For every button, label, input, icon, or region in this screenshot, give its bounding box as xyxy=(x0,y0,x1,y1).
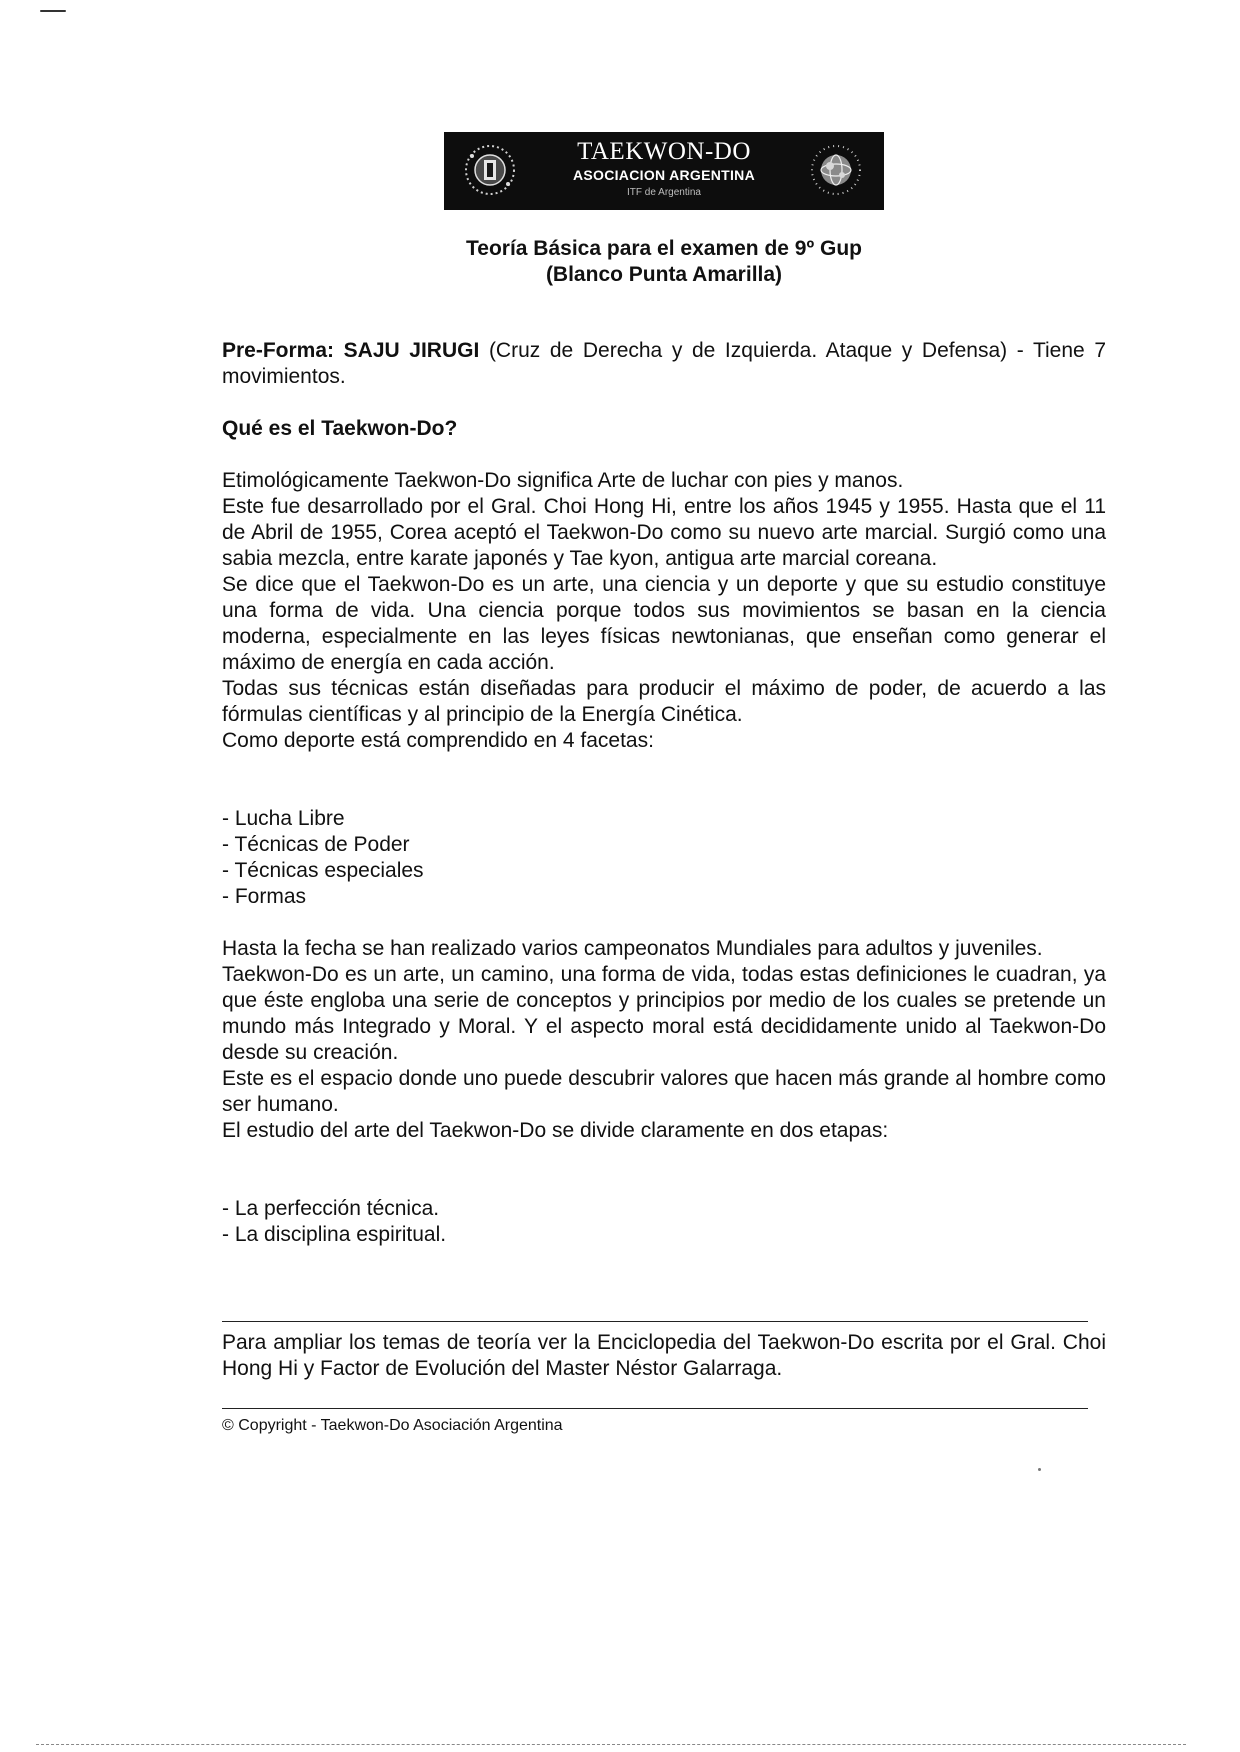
championships-paragraph: Hasta la fecha se han realizado varios campeonatos Mundiales para adultos y juveniles. xyxy=(222,937,1043,960)
globe-emblem-icon xyxy=(808,142,864,198)
section-heading: Qué es el Taekwon-Do? xyxy=(222,417,458,440)
stages-list xyxy=(222,1196,1106,1248)
facets-list xyxy=(222,806,1106,910)
preforma-name: SAJU JIRUGI xyxy=(343,339,480,362)
stages-intro: El estudio del arte del Taekwon-Do se divide claramente en dos etapas: xyxy=(222,1119,889,1142)
list-item: - Técnicas de Poder xyxy=(222,833,410,856)
banner-tagline: ITF de Argentina xyxy=(627,187,701,198)
list-item: - La disciplina espiritual. xyxy=(222,1223,447,1246)
divider xyxy=(222,1321,1088,1322)
header-banner xyxy=(444,132,884,210)
etymology-line: Etimológicamente Taekwon-Do significa Arte de luchar con pies y manos. xyxy=(222,469,904,492)
list-item: - Técnicas especiales xyxy=(222,859,424,882)
taekwondo-seal-icon xyxy=(462,142,518,198)
scan-speck xyxy=(1038,1468,1041,1471)
science-paragraph: Se dice que el Taekwon-Do es un arte, una ciencia y un deporte y que su estudio constituye una forma de vida. Una ciencia porque todos sus movimientos se basan en la ciencia moderna, especialmente en las leyes físicas newtonianas, que enseñan como generar el máximo de energía en cada acción. xyxy=(222,573,1106,674)
techniques-paragraph: Todas sus técnicas están diseñadas para producir el máximo de poder, de acuerdo a las fórmulas científicas y al principio de la Energía Cinética. xyxy=(222,677,1106,726)
values-paragraph: Este es el espacio donde uno puede descubrir valores que hacen más grande al hombre como ser humano. xyxy=(222,1067,1106,1116)
banner-subtitle: ASOCIACION ARGENTINA xyxy=(572,167,756,183)
divider xyxy=(222,1408,1088,1409)
footer-note: Para ampliar los temas de teoría ver la Enciclopedia del Taekwon-Do escrita por el Gral. Choi Hong Hi y Factor de Evolución del Master Néstor Galarraga. xyxy=(222,1331,1106,1380)
document-subtitle: (Blanco Punta Amarilla) xyxy=(545,263,783,286)
list-item: - Formas xyxy=(222,885,306,908)
preforma-paragraph xyxy=(222,338,1106,390)
banner-title: TAEKWON-DO xyxy=(577,138,751,165)
copyright-notice: © Copyright - Taekwon-Do Asociación Argentina xyxy=(222,1417,563,1434)
scan-edge-line xyxy=(36,1744,1186,1745)
facets-intro: Como deporte está comprendido en 4 facetas: xyxy=(222,729,654,752)
list-item: - Lucha Libre xyxy=(222,807,345,830)
scan-mark xyxy=(40,10,66,12)
body-block-1 xyxy=(222,468,1106,754)
history-paragraph: Este fue desarrollado por el Gral. Choi Hong Hi, entre los años 1945 y 1955. Hasta que el 11 de Abril de 1955, Corea aceptó el Taekwon-Do como su nuevo arte marcial. Surgió como una sabia mezcla, entre karate japonés y Tae kyon, antigua arte marcial coreana. xyxy=(222,495,1106,570)
preforma-label: Pre-Forma: xyxy=(222,339,335,362)
document-title: Teoría Básica para el examen de 9º Gup xyxy=(466,237,862,260)
list-item: - La perfección técnica. xyxy=(222,1197,440,1220)
preforma-description: (Cruz de Derecha y de Izquierda. Ataque y Defensa) - Tiene 7 movimientos. xyxy=(222,339,1106,388)
body-block-2 xyxy=(222,936,1106,1144)
definition-paragraph: Taekwon-Do es un arte, un camino, una forma de vida, todas estas definiciones le cuadran, ya que éste engloba una serie de conceptos y principios por medio de los cuales se pretende un mundo más Integrado y Moral. Y el aspecto moral está decididamente unido al Taekwon-Do desde su creación. xyxy=(222,963,1106,1064)
